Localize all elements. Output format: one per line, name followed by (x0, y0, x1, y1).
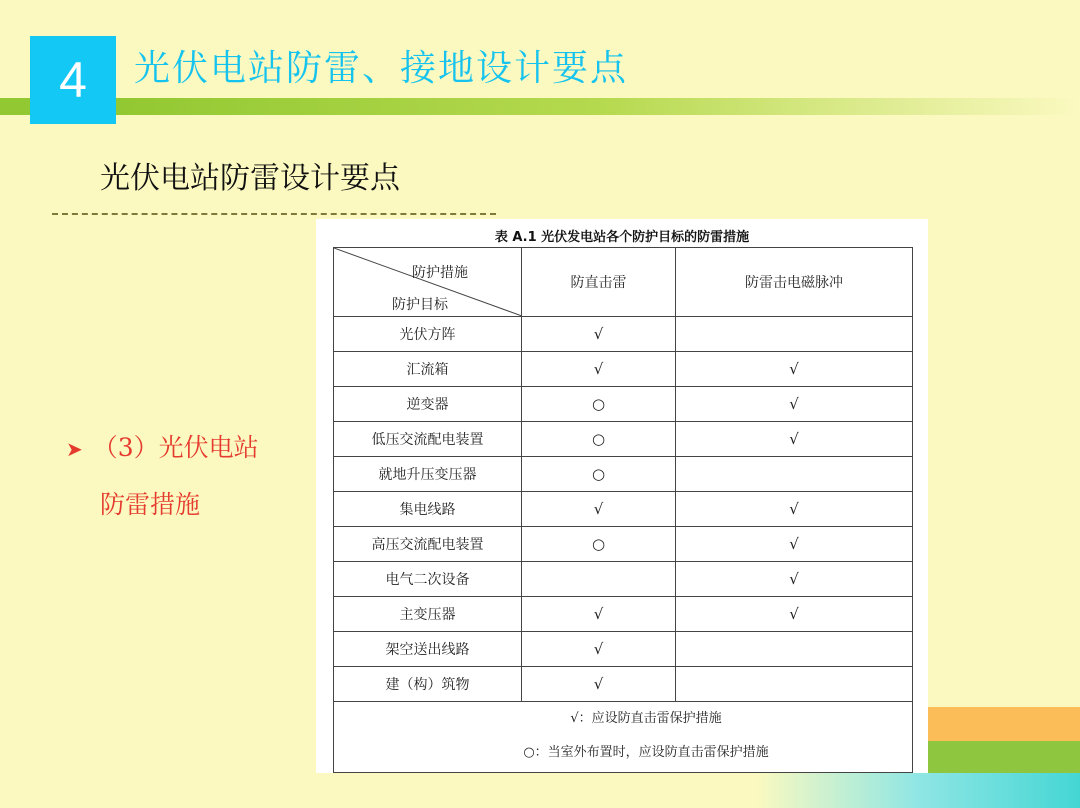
row-emp-mark: √ (676, 492, 913, 527)
row-emp-mark (676, 317, 913, 352)
row-target: 低压交流配电装置 (334, 422, 522, 457)
row-emp-mark: √ (676, 597, 913, 632)
table-row (334, 387, 913, 422)
table-row (334, 527, 913, 562)
dashed-divider (52, 213, 496, 215)
row-direct-strike-mark: ○ (522, 387, 676, 422)
section-title: 光伏电站防雷设计要点 (100, 161, 400, 196)
header-emp: 防雷击电磁脉冲 (676, 248, 913, 317)
protection-measures-table (333, 247, 913, 773)
table-caption: 表 A.1 光伏发电站各个防护目标的防雷措施 (494, 230, 750, 245)
header-direct-strike: 防直击雷 (522, 248, 676, 317)
row-emp-mark: √ (676, 422, 913, 457)
legend-check: √：应设防直击雷保护措施 (570, 711, 722, 726)
row-direct-strike-mark: ○ (522, 422, 676, 457)
table-header-row (334, 248, 913, 317)
header-accent-bar-left (0, 98, 30, 115)
section-number-badge: 4 (30, 36, 116, 124)
table-row (334, 667, 913, 702)
table-row (334, 317, 913, 352)
footer-decoration-bar (0, 773, 1080, 808)
legend-circle: ○：当室外布置时，应设防直击雷保护措施 (523, 745, 769, 760)
row-emp-mark: √ (676, 352, 913, 387)
row-direct-strike-mark: √ (522, 317, 676, 352)
row-target: 架空送出线路 (334, 632, 522, 667)
row-direct-strike-mark: √ (522, 352, 676, 387)
row-target: 电气二次设备 (334, 562, 522, 597)
header-accent-bar (116, 98, 1080, 115)
corner-decoration-orange (928, 707, 1080, 741)
row-emp-mark: √ (676, 527, 913, 562)
lightning-protection-table-image (316, 219, 928, 773)
table-row (334, 492, 913, 527)
table-row (334, 597, 913, 632)
row-target: 光伏方阵 (334, 317, 522, 352)
table-row (334, 632, 913, 667)
table-row (334, 352, 913, 387)
corner-decoration-green (928, 741, 1080, 773)
bullet-point (66, 420, 316, 532)
row-direct-strike-mark (522, 562, 676, 597)
row-emp-mark (676, 457, 913, 492)
slide-title: 光伏电站防雷、接地设计要点 (134, 48, 629, 89)
table-row (334, 457, 913, 492)
row-direct-strike-mark: √ (522, 492, 676, 527)
row-direct-strike-mark: √ (522, 667, 676, 702)
table-legend (334, 702, 913, 773)
row-emp-mark: √ (676, 387, 913, 422)
row-direct-strike-mark: ○ (522, 527, 676, 562)
row-direct-strike-mark: √ (522, 632, 676, 667)
row-emp-mark (676, 667, 913, 702)
row-target: 就地升压变压器 (334, 457, 522, 492)
row-emp-mark (676, 632, 913, 667)
row-emp-mark: √ (676, 562, 913, 597)
table-legend-row (334, 702, 913, 773)
table-row (334, 562, 913, 597)
arrow-bullet-icon: ➤ (66, 437, 83, 461)
row-direct-strike-mark: ○ (522, 457, 676, 492)
bullet-text-line1: （3）光伏电站 (92, 433, 259, 462)
row-target: 高压交流配电装置 (334, 527, 522, 562)
table-row (334, 422, 913, 457)
diagonal-header-cell (334, 248, 522, 317)
row-target: 汇流箱 (334, 352, 522, 387)
row-target: 建（构）筑物 (334, 667, 522, 702)
row-target: 主变压器 (334, 597, 522, 632)
header-targets-label: 防护目标 (392, 297, 448, 313)
bullet-text-line2: 防雷措施 (100, 490, 201, 519)
header-measures-label: 防护措施 (412, 265, 468, 281)
row-target: 集电线路 (334, 492, 522, 527)
row-direct-strike-mark: √ (522, 597, 676, 632)
row-target: 逆变器 (334, 387, 522, 422)
